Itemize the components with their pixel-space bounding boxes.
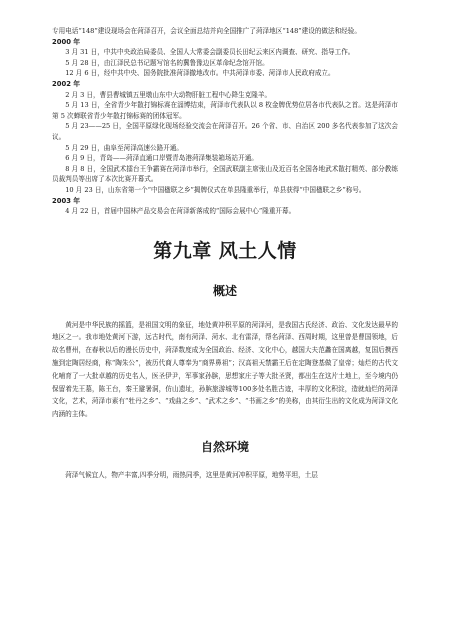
overview-section bbox=[52, 319, 398, 421]
section-heading-overview: 概述 bbox=[212, 283, 237, 298]
entry-2002-5: 6 月 9 日，青岛——菏泽直通口岸暨青岛港菏泽集装箱场站开通。 bbox=[65, 154, 258, 163]
entry-2000-3: 12 月 6 日，经中共中央、国务院批准菏泽撤地改市。中共菏泽市委、菏泽市人民政府成立。 bbox=[65, 69, 335, 78]
entry-2000-1: 3 月 31 日，中共中央政治局委员、全国人大常委会副委员长田纪云来区内调查、研究、指导工作。 bbox=[65, 48, 355, 57]
section-heading-natural-environment: 自然环境 bbox=[200, 440, 249, 455]
year-heading-2003: 2003 年 bbox=[52, 196, 81, 205]
entry-2002-4: 5 月 29 日，曲阜至菏泽高速公路开通。 bbox=[65, 143, 183, 152]
entry-2002-2: 5 月 13 日，全省青少年散打锦标赛在淄博结束，菏泽市代表队以 8 枚金牌优势位居各市代表队之首。这是菏泽市第 5 次蝉联省青少年散打锦标赛的团体冠军。 bbox=[52, 101, 398, 120]
entry-2002-6: 8 月 8 日，全国武术擂台王争霸赛在菏泽市举行，全国武联副主席张山及近百名全国各地武术散打精英、部分教练员裁判员等出席了本次比赛开幕式。 bbox=[52, 164, 398, 184]
year-heading-2000: 2000 年 bbox=[52, 37, 81, 46]
natural-environment-section bbox=[52, 469, 398, 482]
year-heading-2002: 2002 年 bbox=[52, 79, 81, 88]
entry-2002-7: 10 月 23 日，山东省第一个“中国楹联之乡”揭牌仪式在单县隆重举行，单县获得“中国楹联之乡”称号。 bbox=[65, 185, 366, 194]
entry-2003-1: 4 月 22 日，首届中国林产品交易会在菏泽新落成的“国际会展中心”隆重开幕。 bbox=[65, 207, 296, 216]
entry-2002-1: 2 月 3 日，曹县曹城镇五里墩山东中大动物肝脏工程中心降生克隆羊。 bbox=[65, 90, 272, 99]
chapter-title: 第九章 风土人情 bbox=[153, 239, 297, 262]
entry-2002-3: 5 月 23——25 日，全国平原绿化现场经验交流会在菏泽召开。26 个省、市、自治区 200 多名代表参加了这次会议。 bbox=[52, 122, 398, 141]
natural-environment-paragraph: 菏泽气候宜人，物产丰富,四季分明，雨热同季，这里是黄河冲积平原，地势平坦，土层 bbox=[65, 471, 318, 480]
overview-paragraph: 黄河是中华民族的摇篮，是祖国文明的象征，地处黄冲积平原的菏泽河，是我国古氏经济、政治、文化发达最早的地区之一。我市地处黄河下游，远古时代，南有菏泽、菏水、北有雷泽，帮名菏泽、西周时期，这里曾是曹国领地，后故名曹州，在春秋以后的漫长历史中，菏泽数度成为全国政治、经济、文化中心，越国大夫范蠡在国离越，复国后携西施到定陶居经商，称“陶朱公”，被历代商人尊奉为“商界鼻祖”；汉高祖天禁霸王后在定陶登基做了皇帝；灿烂的古代文化哺育了一大批卓越的历史名人，医圣伊尹，军事家孙膑，思想家庄子等大批圣贤，都出生在这片土地上，至今境内仍保留着先王墓，陈王台，秦王避暑洞，仿山遗址，孙膑旅游城等100多处名胜古迹，丰厚的文化积淀，造就灿烂的菏泽文化，艺术，菏泽市素有“牡丹之乡”、“戏曲之乡”、“武术之乡”、“书画之乡”的美称，由其衍生出的文化成为菏泽文化内涵的主体。 bbox=[52, 320, 398, 419]
intro-paragraph: 专用电话“148”建设现场会在菏泽召开，会议全面总结并向全国推广了菏泽地区“148”建设的做法和经验。 bbox=[52, 27, 361, 35]
entry-2000-2: 5 月 28 日，由江泽民总书记题写馆名的冀鲁豫边区革命纪念馆开馆。 bbox=[65, 58, 269, 67]
